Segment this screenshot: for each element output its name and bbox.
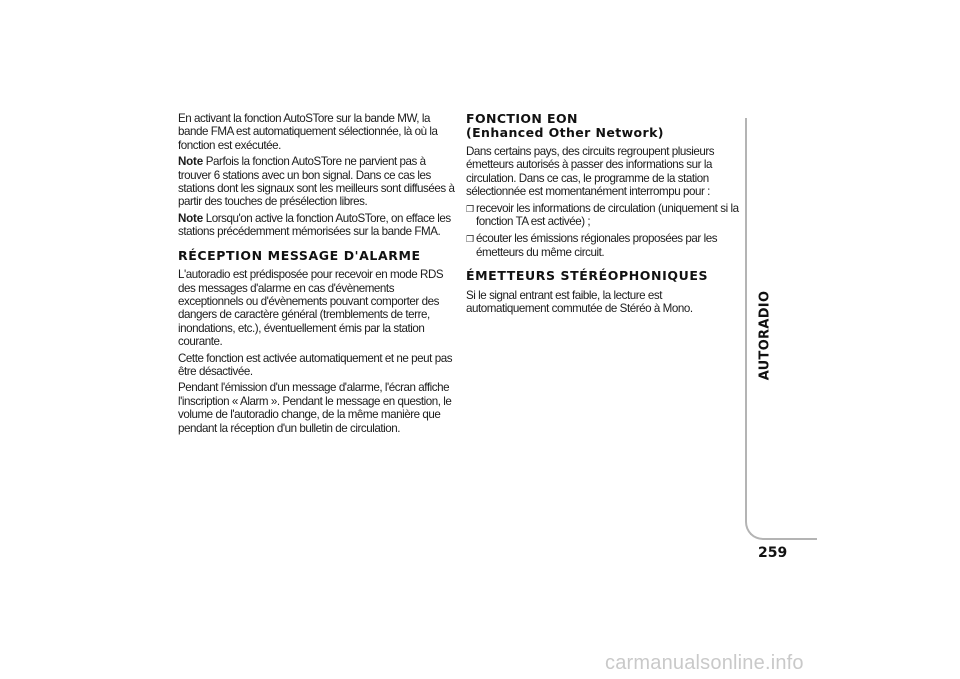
checkbox-square-icon: ❒ <box>466 234 474 245</box>
right-column <box>466 112 746 319</box>
list-item <box>466 202 746 229</box>
checkbox-square-icon: ❒ <box>466 203 474 214</box>
list-item <box>466 232 746 259</box>
side-tab <box>752 290 778 380</box>
page-number: 259 <box>758 545 788 561</box>
paragraph-stereo: Si le signal entrant est faible, la lecture est automatiquement commutée de Stéréo à Mono. <box>466 288 693 316</box>
note-label: Note <box>178 155 203 169</box>
left-column <box>178 112 460 438</box>
paragraph-autostore-mw: En activant la fonction AutoSTore sur la bande MW, la bande FMA est automatiquement sélectionnée, là où la fonction est exécutée. <box>178 112 438 152</box>
paragraph-eon-intro: Dans certains pays, des circuits regroupent plusieurs émetteurs autorisés à passer des informations sur la circulation. Dans ce cas, le programme de la station sélectionnée est momentanément interrompu pour : <box>466 145 715 199</box>
note-text: Parfois la fonction AutoSTore ne parvient pas à trouver 6 stations avec un bon signal. Dans ce cas les stations dont les signaux sont les meilleurs sont diffusées à partir des touches de présélection libres. <box>178 155 455 209</box>
note-text: Lorsqu'on active la fonction AutoSTore, on efface les stations précédemment mémorisées sur la bande FMA. <box>178 211 451 239</box>
list-item-text: recevoir les informations de circulation (uniquement si la fonction TA est activée) ; <box>476 201 739 229</box>
side-tab-label: AUTORADIO <box>757 290 773 380</box>
paragraph-alarm-activation: Cette fonction est activée automatiquement et ne peut pas être désactivée. <box>178 351 453 378</box>
paragraph-alarm-intro: L'autoradio est prédisposée pour recevoir en mode RDS des messages d'alarme en cas d'évènements exceptionnels ou d'évènements pouvant comporter des dangers de caractère général (tremblements de terre, inondations, etc.), éventuellement émis par la station courante. <box>178 268 444 349</box>
note-autostore-erase <box>178 212 460 239</box>
section-heading-eon-line1: FONCTION EON <box>466 111 578 126</box>
section-heading-stereo: ÉMETTEURS STÉRÉOPHONIQUES <box>466 268 709 284</box>
watermark: carmanualsonline.info <box>605 652 804 674</box>
list-item-text: écouter les émissions régionales proposées par les émetteurs du même circuit. <box>476 232 718 259</box>
paragraph-alarm-display: Pendant l'émission d'un message d'alarme, l'écran affiche l'inscription « Alarm ». Pendant le message en question, le volume de l'autoradio change, de la même manière que pendant la réception d'un bulletin de circulation. <box>178 381 452 435</box>
section-heading-eon-line2: (Enhanced Other Network) <box>466 124 664 140</box>
note-autostore-stations <box>178 155 460 209</box>
section-heading-alarm: RÉCEPTION MESSAGE D'ALARME <box>178 247 421 263</box>
section-heading-eon <box>466 112 746 139</box>
note-label: Note <box>178 211 203 225</box>
